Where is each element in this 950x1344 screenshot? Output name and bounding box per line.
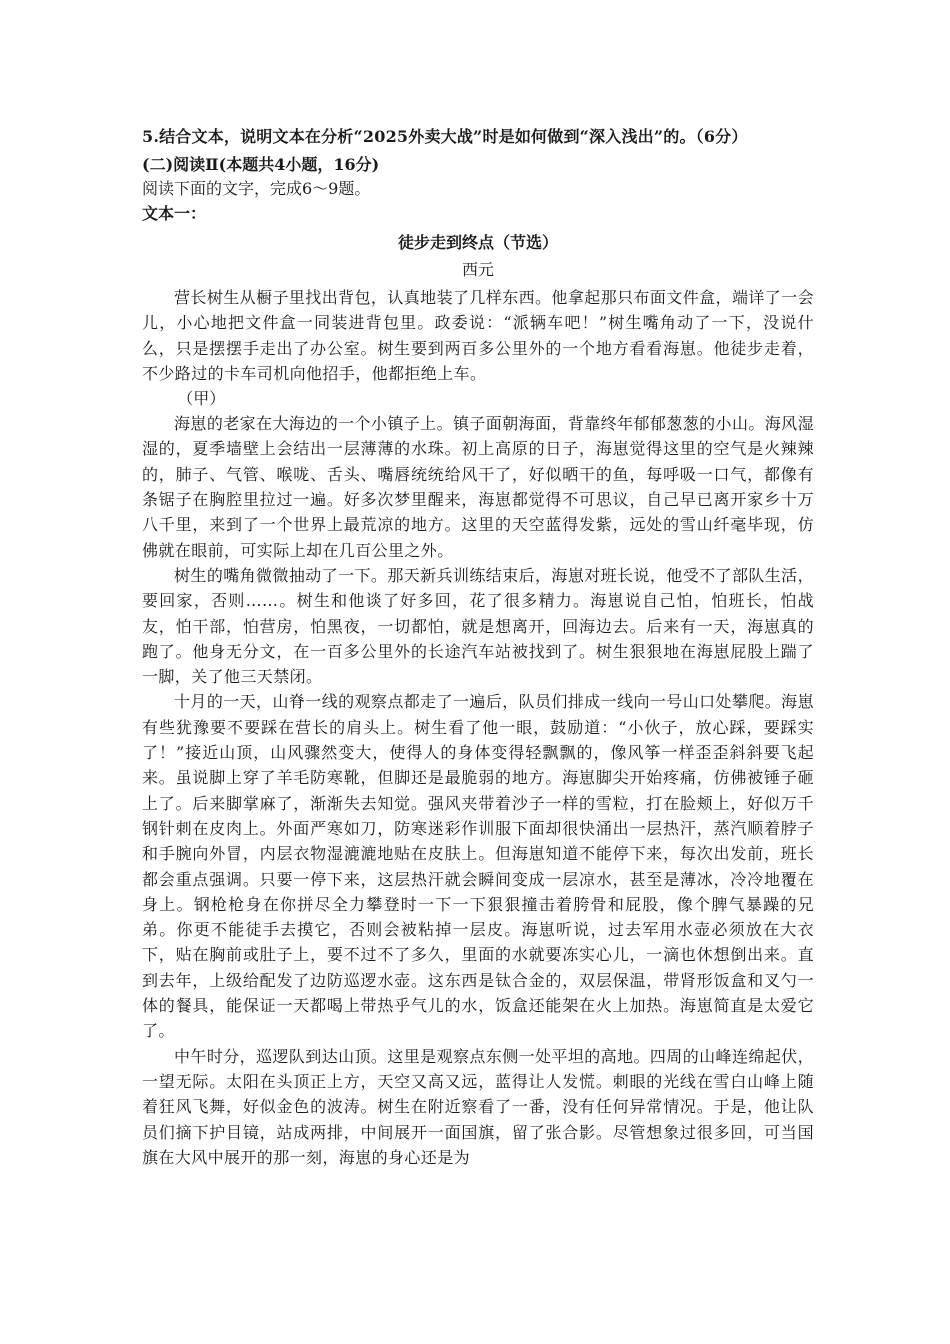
reading-instruction: 阅读下面的文字，完成6～9题。 — [142, 179, 371, 198]
paragraph-3: 树生的嘴角微微抽动了一下。那天新兵训练结束后，海崽对班长说，他受不了部队生活，要回家，否则……。树生和他谈了好多回，花了很多精力。海崽说自己怕，怕班长，怕战友，怕干部，怕营房，怕黑夜，一切都怕，就是想离开，回海边去。后来有一天，海崽真的跑了。他身无分文，在一百多公里外的长途汽车站被找到了。树生狠狠地在海崽屁股上踹了一脚，关了他三天禁闭。 — [142, 565, 814, 687]
question-5: 5.结合文本，说明文本在分析“2025外卖大战”时是如何做到“深入浅出”的。（6分） — [142, 127, 748, 146]
paragraph-2: 海崽的老家在大海边的一个小镇子上。镇子面朝海面，背靠终年郁郁葱葱的小山。海风湿湿的，夏季墙壁上会结出一层薄薄的水珠。初上高原的日子，海崽觉得这里的空气是火辣辣的，肺子、气管、喉咙、舌头、嘴唇统统给风干了，好似晒干的鱼，每呼吸一口气，都像有条锯子在胸腔里拉过一遍。好多次梦里醒来，海崽都觉得不可思议，自己早已离开家乡十万八千里，来到了一个世界上最荒凉的地方。这里的天空蓝得发紫，远处的雪山纤毫毕现，仿佛就在眼前，可实际上却在几百公里之外。 — [142, 414, 814, 560]
section-heading: (二)阅读Ⅱ(本题共4小题，16分) — [142, 155, 380, 174]
article-title: 徒步走到终点（节选） — [397, 233, 558, 252]
article-author: 西元 — [461, 260, 494, 279]
text-one-label: 文本一： — [142, 204, 207, 223]
section-marker-jia: （甲） — [177, 389, 226, 409]
paragraph-5: 中午时分，巡逻队到达山顶。这里是观察点东侧一处平坦的高地。四周的山峰连绵起伏，一望无际。太阳在头顶正上方，天空又高又远，蓝得让人发慌。刺眼的光线在雪白山峰上随着狂风飞舞，好似金色的波涛。树生在附近察看了一番，没有任何异常情况。于是，他让队员们摘下护目镜，站成两排，中间展开一面国旗，留了张合影。尽管想象过很多回，可当国旗在大风中展开的那一刻，海崽的身心还是为 — [142, 1046, 814, 1167]
page-content — [142, 124, 814, 1170]
paragraph-1: 营长树生从橱子里找出背包，认真地装了几样东西。他拿起那只布面文件盒，端详了一会儿，小心地把文件盒一同装进背包里。政委说：“派辆车吧！”树生嘴角动了一下，没说什么，只是摆摆手走出了办公室。树生要到两百多公里外的一个地方看看海崽。他徒步走着，不少路过的卡车司机向他招手，他都拒绝上车。 — [142, 288, 814, 383]
paragraph-4: 十月的一天，山脊一线的观察点都走了一遍后，队员们排成一线向一号山口处攀爬。海崽有些犹豫要不要踩在营长的肩头上。树生看了他一眼，鼓励道：“小伙子，放心踩，要踩实了！”接近山顶，山风骤然变大，使得人的身体变得轻飘飘的，像风筝一样歪歪斜斜要飞起来。虽说脚上穿了羊毛防寒靴，但脚还是最脆弱的地方。海崽脚尖开始疼痛，仿佛被锤子砸上了。后来脚掌麻了，渐渐失去知觉。强风夹带着沙子一样的雪粒，打在脸颊上，好似万千钢针刺在皮肉上。外面严寒如刀，防寒迷彩作训服下面却很快涌出一层热汗，蒸汽顺着脖子和手腕向外冒，内层衣物湿漉漉地贴在皮肤上。但海崽知道不能停下来，每次出发前，班长都会重点强调。只要一停下来，这层热汗就会瞬间变成一层凉水，甚至是薄冰，冷冷地覆在身上。钢枪枪身在你拼尽全力攀登时一下一下狠狠撞击着胯骨和屁股，像个脾气暴躁的兄弟。你更不能徒手去摸它，否则会被粘掉一层皮。海崽听说，过去军用水壶必须放在大衣下，贴在胸前或肚子上，要不过不了多久，里面的水就要冻实心儿，一滴也休想倒出来。直到去年，上级给配发了边防巡逻水壶。这东西是钛合金的，双层保温，带肾形饭盒和叉勺一体的餐具，能保证一天都喝上带热乎气儿的水，饭盒还能架在火上加热。海崽简直是太爱它了。 — [142, 692, 814, 1041]
